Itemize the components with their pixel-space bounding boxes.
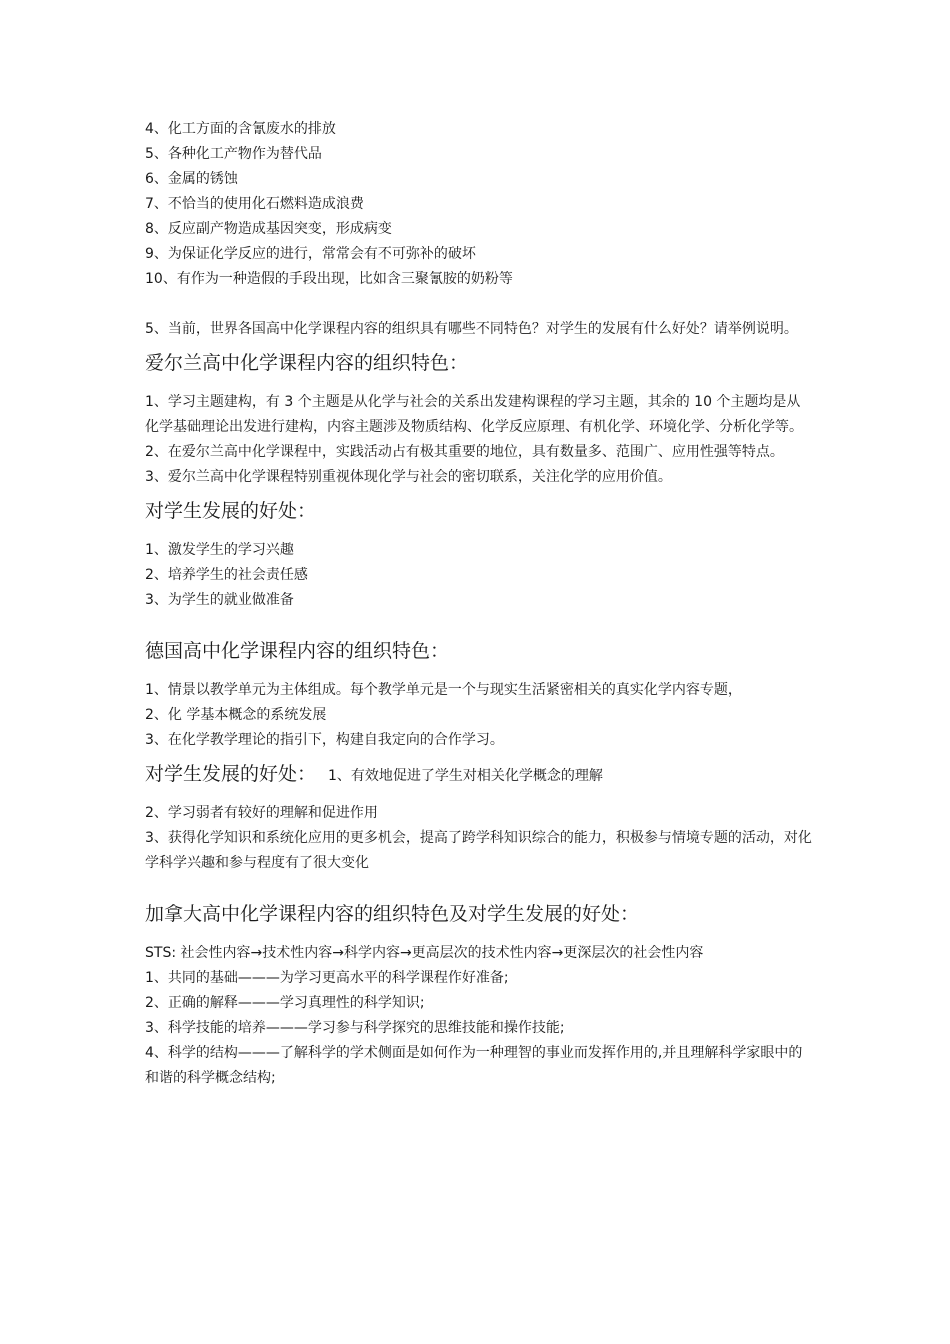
list-item: 8、反应副产物造成基因突变，形成病变 <box>145 221 392 237</box>
ireland-benefit-heading: 对学生发展的好处： <box>145 500 317 522</box>
germany-benefit-list <box>145 801 813 876</box>
germany-benefit-heading: 对学生发展的好处： <box>145 763 317 785</box>
list-item: 10、有作为一种造假的手段出现，比如含三聚氰胺的奶粉等 <box>145 271 513 287</box>
list-item: 4、科学的结构———了解科学的学术侧面是如何作为一种理智的事业而发挥作用的,并且理解科学家眼中的和谐的科学概念结构; <box>145 1045 803 1086</box>
list-item: 1、共同的基础———为学习更高水平的科学课程作好准备; <box>145 970 509 986</box>
list-item: 3、科学技能的培养———学习参与科学探究的思维技能和操作技能; <box>145 1020 565 1036</box>
list-item: 4、化工方面的含氰废水的排放 <box>145 121 336 137</box>
list-item: 3、在化学教学理论的指引下，构建自我定向的合作学习。 <box>145 732 504 748</box>
list-item: 6、金属的锈蚀 <box>145 171 238 187</box>
ireland-heading: 爱尔兰高中化学课程内容的组织特色： <box>145 352 469 374</box>
canada-list <box>145 966 813 1091</box>
list-item: 2、在爱尔兰高中化学课程中，实践活动占有极其重要的地位，具有数量多、范围广、应用性强等特点。 <box>145 444 784 460</box>
ireland-list <box>145 390 813 490</box>
list-item: 3、爱尔兰高中化学课程特别重视体现化学与社会的密切联系，关注化学的应用价值。 <box>145 469 672 485</box>
canada-heading: 加拿大高中化学课程内容的组织特色及对学生发展的好处： <box>145 903 640 925</box>
germany-heading: 德国高中化学课程内容的组织特色： <box>145 640 450 662</box>
question-text: 5、当前，世界各国高中化学课程内容的组织具有哪些不同特色？对学生的发展有什么好处？请举例说明。 <box>145 321 798 337</box>
list-item: 2、培养学生的社会责任感 <box>145 567 308 583</box>
list-item: 2、化 学基本概念的系统发展 <box>145 707 327 723</box>
list-item: 3、获得化学知识和系统化应用的更多机会，提高了跨学科知识综合的能力，积极参与情境专题的活动，对化学科学兴趣和参与程度有了很大变化 <box>145 830 812 871</box>
list-item: 7、不恰当的使用化石燃料造成浪费 <box>145 196 364 212</box>
list-item: 2、正确的解释———学习真理性的科学知识; <box>145 995 425 1011</box>
germany-list <box>145 678 813 753</box>
list-item: 5、各种化工产物作为替代品 <box>145 146 322 162</box>
germany-benefit-first: 1、有效地促进了学生对相关化学概念的理解 <box>328 768 603 784</box>
germany-benefit-row <box>145 761 813 787</box>
list-item: 2、学习弱者有较好的理解和促进作用 <box>145 805 378 821</box>
ireland-benefit-list <box>145 538 813 613</box>
list-item: 9、为保证化学反应的进行，常常会有不可弥补的破坏 <box>145 246 476 262</box>
list-item: 1、学习主题建构，有 3 个主题是从化学与社会的关系出发建构课程的学习主题，其余的 10 个主题均是从化学基础理论出发进行建构，内容主题涉及物质结构、化学反应原理、有机化学、环境化学、分析化学等。 <box>145 394 803 435</box>
top-list <box>145 117 813 292</box>
list-item: 1、激发学生的学习兴趣 <box>145 542 294 558</box>
list-item: 1、情景以教学单元为主体组成。每个教学单元是一个与现实生活紧密相关的真实化学内容专题， <box>145 682 742 698</box>
sts-line: STS: 社会性内容→技术性内容→科学内容→更高层次的技术性内容→更深层次的社会性内容 <box>145 945 704 961</box>
document-body <box>145 117 813 1091</box>
list-item: 3、为学生的就业做准备 <box>145 592 294 608</box>
